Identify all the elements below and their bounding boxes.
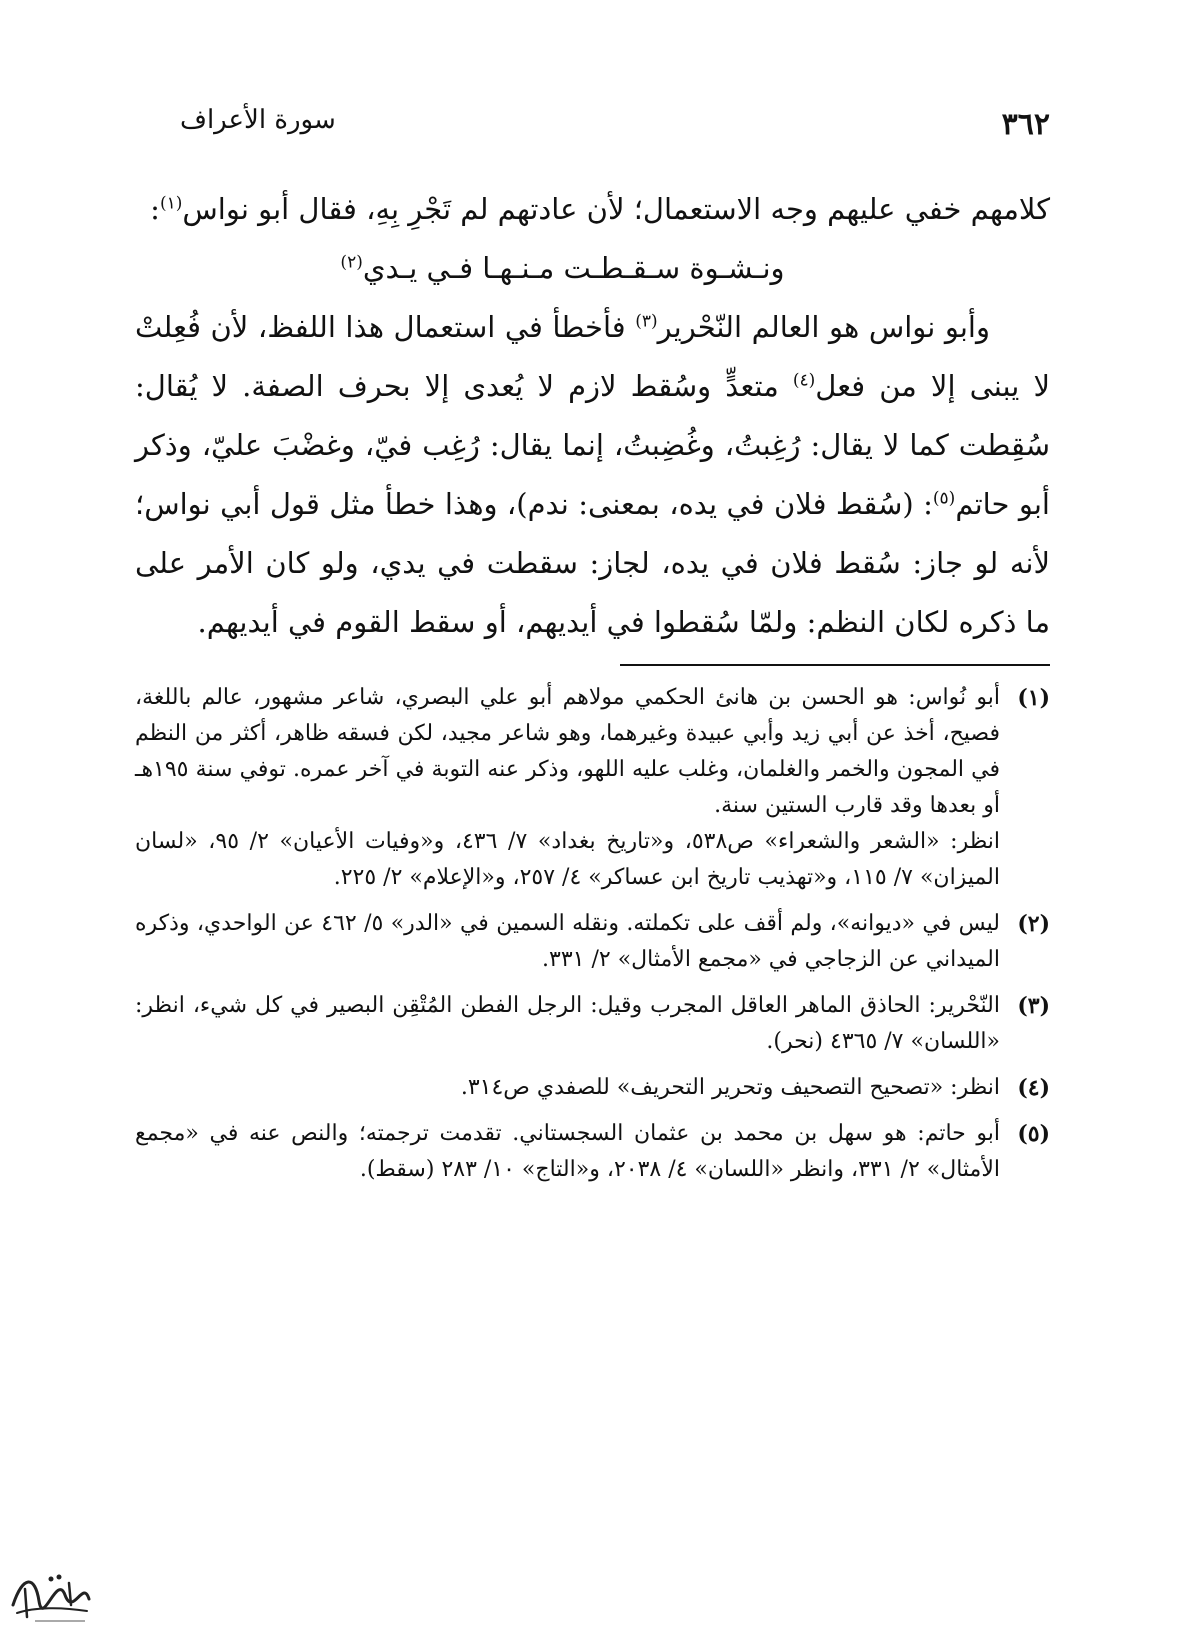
footnote-text: ليس في «ديوانه»، ولم أقف على تكملته. ونقله السمين في «الدر» ٥/ ٤٦٢ عن الواحدي، وذكره الميداني عن الزجاجي في «مجمع الأمثال» ٢/ ٣٣١.: [135, 911, 1000, 972]
verse-text: ونـشـوة سـقـطـت مـنـهـا فـي يـدي: [362, 251, 785, 285]
footnote-text: أبو حاتم: هو سهل بن محمد بن عثمان السجستاني. تقدمت ترجمته؛ والنص عنه في «مجمع الأمثال» ٢/ ٣٣١، وانظر «اللسان» ٤/ ٢٠٣٨، و«التاج» ١٠/ ٢٨٣ (سقط).: [135, 1121, 1000, 1182]
footnote-1: [135, 680, 1050, 896]
footnote-4: [135, 1070, 1050, 1106]
footnote-text: انظر: «تصحيح التصحيف وتحرير التحريف» للصفدي ص٣١٤.: [460, 1075, 1000, 1100]
footnote-number: (٣): [1017, 993, 1050, 1019]
footnote-2: [135, 906, 1050, 978]
footnote-number: (٢): [1017, 911, 1050, 937]
paragraph-2-part-c: متعدٍّ وسُقط لازم لا يُعدى إلا بحرف الصفة. لا يُقال: سُقِطت كما لا يقال: رُغِبتُ، وغُضِبتُ، إنما يقال: رُغِب فيّ، وغضْبَ عليّ، وذكر أبو حاتم: [135, 369, 1050, 521]
footnote-number: (٥): [1017, 1121, 1050, 1147]
footnote-number: (١): [1017, 685, 1050, 711]
footnote-separator: [620, 664, 1050, 666]
footnotes: [135, 680, 1050, 1188]
footnote-body: [135, 680, 1000, 896]
library-stamp-logo: [5, 1565, 95, 1625]
footnote-body: [135, 1070, 1000, 1106]
footnote-text: أبو نُواس: هو الحسن بن هانئ الحكمي مولاهم أبو علي البصري، شاعر مشهور، عالم باللغة، فصيح، أخذ عن أبي زيد وأبي عبيدة وغيرهما، وهو شاعر مجيد، لكن فسقه ظاهر، أكثر من النظم في المجون والخمر والغلمان، وغلب عليه اللهو، وذكر عنه التوبة في آخر عمره. توفي سنة ١٩٥هـ أو بعدها وقد قارب الستين سنة.: [135, 685, 1000, 818]
main-text: [135, 180, 1050, 652]
running-header: [135, 95, 1050, 145]
footnote-sources: انظر: «الشعر والشعراء» ص٥٣٨، و«تاريخ بغداد» ٧/ ٤٣٦، و«وفيات الأعيان» ٢/ ٩٥، «لسان الميزان» ٧/ ١١٥، و«تهذيب تاريخ ابن عساكر» ٤/ ٢٥٧، و«الإعلام» ٢/ ٢٢٥.: [135, 829, 1001, 890]
footnote-body: [135, 988, 1000, 1060]
footnote-ref-5: (٥): [932, 488, 956, 509]
paragraph-2-part-d: : (سُقط فلان في يده، بمعنى: ندم)، وهذا خطأ مثل قول أبي نواس؛ لأنه لو جاز: سُقط فلان في يده، لجاز: سقطت في يدي، ولو كان الأمر على ما ذكره لكان النظم: ولمّا سُقطوا في أيديهم، أو سقط القوم في أيديهم.: [135, 487, 1050, 639]
footnote-number: (٤): [1017, 1075, 1050, 1101]
footnote-text: النّحْرير: الحاذق الماهر العاقل المجرب وقيل: الرجل الفطن المُتْقِن البصير في كل شيء، انظر: «اللسان» ٧/ ٤٣٦٥ (نحر).: [135, 993, 1000, 1054]
footnote-ref-1: (١): [159, 193, 183, 214]
footnote-body: [135, 1116, 1000, 1188]
poetry-verse: [135, 239, 1050, 298]
surah-title: سورة الأعراف: [180, 105, 336, 135]
book-page: [135, 95, 1050, 1615]
paragraph-2-part-a: وأبو نواس هو العالم النّحْرير: [657, 310, 990, 344]
footnote-ref-2: (٢): [340, 252, 363, 273]
footnote-ref-3: (٣): [635, 311, 658, 332]
footnote-ref-4: (٤): [792, 370, 816, 391]
footnote-5: [135, 1116, 1050, 1188]
footnote-body: [135, 906, 1000, 978]
paragraph-1-end: :: [150, 192, 160, 226]
paragraph-1-text: كلامهم خفي عليهم وجه الاستعمال؛ لأن عادتهم لم تَجْرِ بِهِ، فقال أبو نواس: [182, 192, 1050, 226]
footnote-3: [135, 988, 1050, 1060]
paragraph-2: [135, 298, 1050, 652]
page-number: ٣٦٢: [1001, 107, 1050, 142]
paragraph-2-part-b: فأخطأ في استعمال هذا اللفظ، لأن فُعِلتْ لا يبنى إلا من فعل: [135, 310, 1050, 403]
paragraph-1: [135, 180, 1050, 239]
